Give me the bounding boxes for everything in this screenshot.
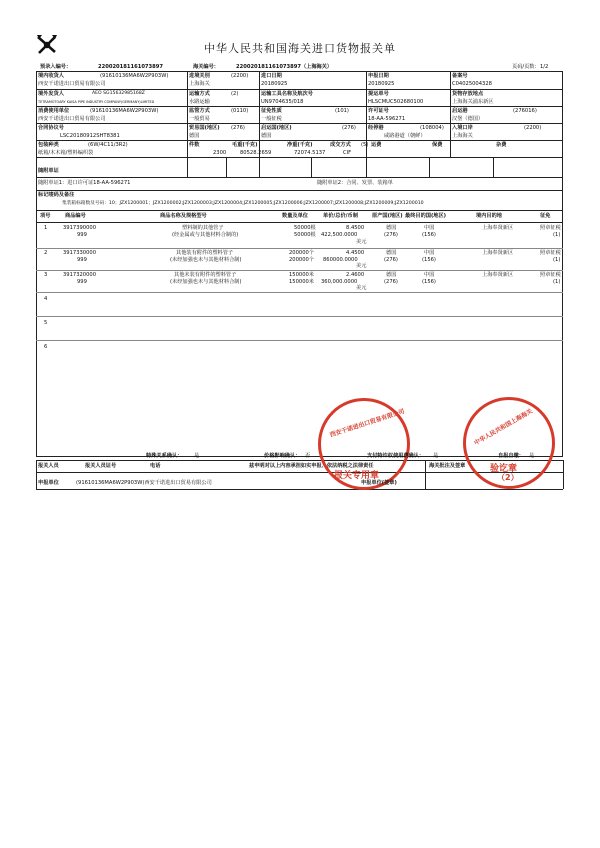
col-origin: 原产国(地区) — [372, 213, 403, 219]
document-title: 中华人民共和国海关进口货物报关单 — [204, 42, 396, 55]
self-pay-label: 自报自缴： — [498, 453, 524, 459]
row-divider — [36, 123, 563, 124]
page-label: 页码/页数： — [512, 64, 540, 70]
license-label: 许可证号 — [368, 108, 389, 114]
item-levy: 照章征税 — [540, 225, 561, 231]
row-divider — [36, 140, 563, 141]
row-divider — [36, 177, 563, 178]
terms: CIF — [343, 150, 352, 156]
customs-seal-number: （2） — [497, 473, 519, 482]
price-impact-label: 价格影响确认： — [264, 453, 301, 459]
row-divider — [36, 222, 563, 223]
empty-row-no: 4 — [44, 296, 48, 302]
item-dest: 中国 — [424, 225, 435, 231]
bl-no: HLSCMUC502680100 — [368, 99, 424, 105]
doc-1: 随附单证1：进口许可证18-AA-596271 — [38, 180, 131, 186]
customs-number: 220020181161073897（上海海关） — [236, 64, 333, 70]
declaration-table — [36, 71, 563, 457]
pre-entry-label: 预录入编号： — [40, 64, 72, 70]
col-divider — [259, 71, 260, 177]
transport-mode-code: (2) — [231, 91, 239, 97]
declare-unit-label: 申报单位 — [38, 480, 59, 486]
col-divider — [36, 460, 37, 489]
item-total-price: 860000.0000 — [323, 257, 358, 263]
customs-seal-ring: 中华人民共和国上海海关 — [473, 407, 534, 447]
col-divider — [226, 157, 227, 177]
import-date: 20180925 — [261, 81, 288, 87]
item-qty-2: 150000米 — [289, 279, 314, 285]
consignee-name: 西安千诺进出口贸易有限公司 — [38, 81, 106, 87]
item-no: 2 — [44, 250, 48, 256]
record-no-label: 备案号 — [452, 73, 468, 79]
contract-no: LSC20180912SHT8381 — [60, 133, 120, 139]
legal-statement: 兹申明对以上内容承担如实申报、依法纳税之法律责任 — [249, 463, 374, 469]
col-code: 商品编号 — [65, 213, 86, 219]
item-spec: (经金属或与其他材料合制的) — [172, 232, 239, 238]
docs-label: 随附单证 — [38, 168, 59, 174]
empty-row-no: 6 — [44, 344, 48, 350]
transit-port-label: 经停港 — [368, 125, 384, 131]
item-district: 上海奉贤新区 — [482, 272, 514, 278]
item-qty: 200000个 — [289, 250, 314, 256]
item-dest: 中国 — [424, 272, 435, 278]
col-divider — [366, 157, 367, 177]
item-total-price: 422,500.0000 — [321, 232, 358, 238]
row-divider — [36, 210, 563, 211]
entry-port-code: (2200) — [524, 125, 542, 131]
user-label: 消费使用单位 — [38, 108, 70, 114]
item-name: 其他未装有附件的塑料管子 — [174, 272, 237, 278]
trade-country-label: 贸易国(地区) — [189, 125, 220, 131]
record-no: C04025004328 — [452, 81, 492, 87]
footer-divider — [36, 489, 563, 490]
col-divider — [450, 71, 451, 157]
row-divider — [36, 106, 563, 107]
special-relation-value: 是 — [194, 453, 200, 459]
item-origin-code: (276) — [384, 279, 398, 285]
declare-unit: (91610136MA6W2P903W)西安千诺进出口贸易有限公司 — [76, 480, 212, 486]
transit-port-code: (108004) — [420, 125, 444, 131]
shipper-label: 境外发货人 — [38, 91, 64, 97]
entry-customs-name: 上海海关 — [189, 81, 210, 87]
declarant-cert-label: 报关人员证号 — [85, 463, 117, 469]
supervision-label: 监管方式 — [189, 108, 210, 114]
special-relation-label: 特殊关系确认： — [146, 453, 183, 459]
declarant-label: 报关人员 — [38, 463, 59, 469]
item-name: 其他装有附件的塑料管子 — [176, 250, 234, 256]
storage: 上海海关浦东新区 — [452, 99, 494, 105]
terms-code: (5) — [361, 142, 369, 148]
trade-country: 德国 — [189, 133, 200, 139]
packing: 纸箱/木木箱/塑料编织袋 — [38, 150, 94, 156]
col-divider — [425, 460, 426, 489]
item-sub: 999 — [77, 232, 87, 238]
shipper-name: TETRAMOTOARY KAISA PIPE INDUSTRY COMPANY(GERMANY)LIMITED — [38, 100, 155, 104]
entry-port-label: 入境口岸 — [452, 125, 473, 131]
item-currency: 美元 — [356, 285, 367, 291]
item-divider — [36, 292, 563, 293]
item-unit-price: 2.4600 — [346, 272, 365, 278]
self-pay-value: 是 — [529, 453, 535, 459]
entry-port: 上海海关 — [452, 133, 473, 139]
col-divider — [311, 157, 312, 177]
col-levy: 征免 — [540, 213, 551, 219]
item-qty: 150000米 — [289, 272, 314, 278]
col-qty: 数量及单位 — [282, 213, 308, 219]
license-no: 18-AA-596271 — [368, 116, 406, 122]
departure-port-label: 启运港 — [452, 108, 468, 114]
entry-customs-code: (2200) — [231, 73, 249, 79]
origin-country-code: (276) — [342, 125, 356, 131]
item-divider — [36, 340, 563, 341]
levy-nature: 一般征税 — [261, 116, 282, 122]
item-levy: 照章征税 — [540, 250, 561, 256]
freight-label: 运费 — [371, 142, 382, 148]
doc-2: 随附单证2：合同、发票、装箱单 — [317, 180, 393, 186]
col-divider — [563, 460, 564, 489]
phone-label: 电话 — [150, 463, 161, 469]
packing-label: 包装种类 — [38, 142, 59, 148]
empty-row-no: 5 — [44, 320, 48, 326]
vessel: UN9704635/018 — [261, 99, 304, 105]
col-divider — [187, 71, 188, 177]
supervision-code: (0110) — [231, 108, 249, 114]
transport-mode: 水路运输 — [189, 99, 210, 105]
row-divider — [36, 157, 563, 158]
vessel-label: 运输工具名称及航次号 — [261, 91, 313, 97]
item-no: 3 — [44, 272, 48, 278]
item-unit-price: 8.4500 — [346, 225, 365, 231]
declare-date-label: 申报日期 — [368, 73, 389, 79]
col-divider — [493, 157, 494, 177]
item-currency: 美元 — [356, 263, 367, 269]
item-currency: 美元 — [356, 239, 367, 245]
customs-note-label: 海关批注及签章 — [429, 463, 466, 469]
entry-customs-label: 进境关别 — [189, 73, 210, 79]
origin-country: 德国 — [261, 133, 272, 139]
item-dest-code: (156) — [422, 232, 436, 238]
consignee-code: (91610136MA6W2P903W) — [100, 73, 169, 79]
levy-nature-label: 征免性质 — [261, 108, 282, 114]
item-district: 上海奉贤新区 — [482, 225, 514, 231]
company-seal-ring: 西安千诺进出口贸易有限公司 — [329, 408, 406, 439]
item-total-price: 360,000.0000 — [321, 279, 358, 285]
company-seal-center: 报关专用章 — [334, 471, 380, 481]
transport-mode-label: 运输方式 — [189, 91, 210, 97]
user-code: (91610136MA6W2P903W) — [90, 108, 159, 114]
departure-port-code: (276016) — [513, 108, 537, 114]
packing-code: (6W/4C11/3R2) — [88, 142, 128, 148]
trade-country-code: (276) — [231, 125, 245, 131]
item-levy-code: (1) — [553, 257, 561, 263]
col-no: 项号 — [40, 213, 51, 219]
customs-number-label: 海关编号： — [193, 64, 219, 70]
insurance-label: 保费 — [432, 142, 443, 148]
shipper-code: AEO SG15632985168Z — [92, 91, 145, 96]
gross-weight-label: 毛重(千克) — [232, 142, 258, 148]
item-origin: 德国 — [386, 225, 397, 231]
gross-weight: 80528.2659 — [240, 150, 272, 156]
col-name: 商品名称及规格型号 — [160, 213, 207, 219]
item-dest-code: (156) — [422, 279, 436, 285]
contract-label: 合同协议号 — [38, 125, 64, 131]
item-origin: 德国 — [386, 250, 397, 256]
item-origin: 德国 — [386, 272, 397, 278]
price-impact-value: 否 — [305, 453, 311, 459]
item-district: 上海奉贤新区 — [482, 250, 514, 256]
item-no: 1 — [44, 225, 48, 231]
consignee-label: 境内收货人 — [38, 73, 64, 79]
col-divider — [429, 157, 430, 177]
net-weight-label: 净重(千克) — [287, 142, 313, 148]
item-divider — [36, 316, 563, 317]
origin-country-label: 启运国(地区) — [261, 125, 292, 131]
net-weight: 72074.5137 — [294, 150, 326, 156]
item-spec: (未经加强也未与其他材料合制) — [170, 279, 242, 285]
bl-label: 提运单号 — [368, 91, 389, 97]
item-sub: 999 — [77, 257, 87, 263]
item-unit-price: 4.4500 — [346, 250, 365, 256]
pieces-label: 件数 — [189, 142, 200, 148]
item-levy-code: (1) — [553, 232, 561, 238]
user-name: 西安千诺进出口贸易有限公司 — [38, 116, 106, 122]
transit-port: 咸路港道（朝鲜） — [384, 133, 426, 139]
item-spec: (未经加强也未与其他材料合制) — [170, 257, 242, 263]
item-qty: 50000根 — [294, 225, 316, 231]
item-name: 塑料制的其他管子 — [182, 225, 224, 231]
item-levy: 照章征税 — [540, 272, 561, 278]
row-divider — [36, 190, 563, 191]
customs-seal-center: 验讫章 — [490, 464, 518, 474]
pieces: 2300 — [213, 150, 227, 156]
item-origin-code: (276) — [384, 232, 398, 238]
import-date-label: 进口日期 — [261, 73, 282, 79]
supervision: 一般贸易 — [189, 116, 210, 122]
item-qty-2: 200000个 — [289, 257, 314, 263]
item-code: 3917320000 — [63, 272, 97, 278]
item-qty-2: 50000根 — [294, 232, 316, 238]
item-sub: 999 — [77, 279, 87, 285]
item-code: 3917330000 — [63, 250, 97, 256]
royalty-value: 是 — [433, 453, 439, 459]
declare-date: 20180925 — [368, 81, 395, 87]
item-dest: 中国 — [424, 250, 435, 256]
item-dest-code: (156) — [422, 257, 436, 263]
pre-entry-number: 220020181161073897 — [98, 64, 163, 70]
item-levy-code: (1) — [553, 279, 561, 285]
item-origin-code: (276) — [384, 257, 398, 263]
col-price: 单价/总价/币制 — [323, 213, 358, 219]
terms-label: 成交方式 — [330, 142, 351, 148]
departure-port: 汉堡（德国） — [452, 116, 484, 122]
item-divider — [36, 248, 563, 249]
misc-label: 杂费 — [496, 142, 507, 148]
col-dest: 最终目的国(地区) — [405, 213, 447, 219]
item-divider — [36, 270, 563, 271]
storage-label: 货物存放地点 — [452, 91, 484, 97]
row-divider — [36, 89, 563, 90]
item-code: 3917390000 — [63, 225, 97, 231]
marks-line: 集装箱标箱数及号码：10；JZX1200001；JZX1200002;JZX1200003;JZX1200004;JZX1200005;JZX1200006;JZX1200007;JZX1200008;JZX1200009;JZX1200010 — [62, 201, 424, 206]
col-district: 境内目的地 — [476, 213, 502, 219]
levy-nature-code: (101) — [335, 108, 349, 114]
declare-seal-label: 申报单位(签章) — [361, 480, 397, 486]
marks-label: 标记唛码及备注 — [38, 192, 75, 198]
royalty-label: 支付特许权使用费确认： — [367, 453, 425, 459]
page-value: 1/2 — [540, 64, 549, 70]
